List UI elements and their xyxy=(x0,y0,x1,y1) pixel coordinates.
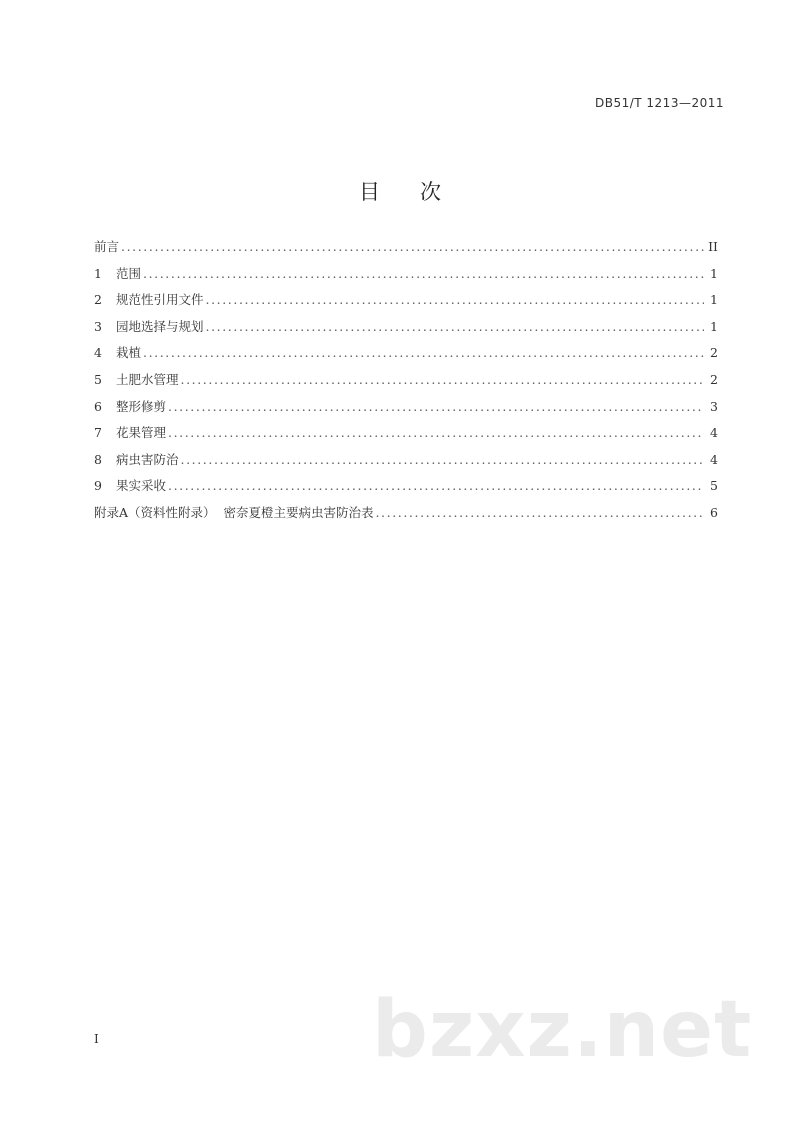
toc-leader-dots xyxy=(143,266,704,281)
toc-entry-planting[interactable] xyxy=(94,343,718,370)
toc-entry-scope[interactable] xyxy=(94,264,718,291)
toc-entry-page: 1 xyxy=(710,318,718,334)
toc-entry-page: 4 xyxy=(710,451,718,467)
toc-entry-page: 4 xyxy=(710,425,718,441)
toc-entry-page: 5 xyxy=(710,478,718,494)
toc-entry-text: 果实采收 xyxy=(116,478,167,494)
toc-entry-number: 2 xyxy=(94,292,102,308)
toc-entry-pruning[interactable] xyxy=(94,397,718,424)
toc-entry-number: 8 xyxy=(94,451,102,467)
toc-leader-dots xyxy=(168,399,704,414)
toc-entry-page: 1 xyxy=(710,292,718,308)
toc-entry-text: 整形修剪 xyxy=(116,398,167,414)
toc-entry-appendix-a[interactable] xyxy=(94,503,718,530)
toc-entry-page: 1 xyxy=(710,265,718,281)
toc-leader-dots xyxy=(206,292,704,307)
toc-entry-number: 1 xyxy=(94,265,102,281)
toc-entry-page: 2 xyxy=(710,371,718,387)
toc-entry-harvest[interactable] xyxy=(94,476,718,503)
toc-entry-text: 土肥水管理 xyxy=(116,371,179,387)
toc-leader-dots xyxy=(181,452,704,467)
toc-entry-text: 范围 xyxy=(116,265,142,281)
toc-entry-page: 6 xyxy=(710,504,718,520)
toc-entry-text: 园地选择与规划 xyxy=(116,318,204,334)
toc-entry-number: 4 xyxy=(94,345,102,361)
toc-entry-flower-fruit[interactable] xyxy=(94,423,718,450)
toc-leader-dots xyxy=(143,345,704,360)
toc-leader-dots xyxy=(168,478,704,493)
toc-entry-page: II xyxy=(708,239,718,254)
watermark: bzxz.net xyxy=(372,985,753,1075)
toc-entry-foreword[interactable] xyxy=(94,237,718,264)
toc-entry-number: 6 xyxy=(94,398,102,414)
toc-entry-soil-fertilizer-water[interactable] xyxy=(94,370,718,397)
toc-entry-text: 花果管理 xyxy=(116,425,167,441)
toc-entry-page: 2 xyxy=(710,345,718,361)
toc-entry-text: 规范性引用文件 xyxy=(116,292,204,308)
toc-leader-dots xyxy=(168,425,704,440)
toc-entry-site-selection[interactable] xyxy=(94,317,718,344)
toc-entry-pest-control[interactable] xyxy=(94,450,718,477)
toc-leader-dots xyxy=(375,505,704,520)
toc-leader-dots xyxy=(181,372,704,387)
table-of-contents xyxy=(94,237,718,530)
toc-entry-number: 7 xyxy=(94,425,102,441)
toc-entry-text: 前言 xyxy=(94,239,120,254)
toc-title: 目次 xyxy=(359,180,481,204)
toc-entry-page: 3 xyxy=(710,398,718,414)
toc-entry-text: 栽植 xyxy=(116,345,142,361)
document-code: DB51/T 1213—2011 xyxy=(594,96,724,110)
toc-leader-dots xyxy=(121,239,704,254)
toc-entry-text: 附录A（资料性附录） 密奈夏橙主要病虫害防治表 xyxy=(94,504,374,520)
toc-entry-number: 3 xyxy=(94,318,102,334)
page-number: I xyxy=(94,1032,99,1046)
toc-entry-normative-references[interactable] xyxy=(94,290,718,317)
toc-entry-number: 9 xyxy=(94,478,102,494)
toc-entry-text: 病虫害防治 xyxy=(116,451,179,467)
toc-leader-dots xyxy=(206,319,704,334)
toc-entry-number: 5 xyxy=(94,371,102,387)
